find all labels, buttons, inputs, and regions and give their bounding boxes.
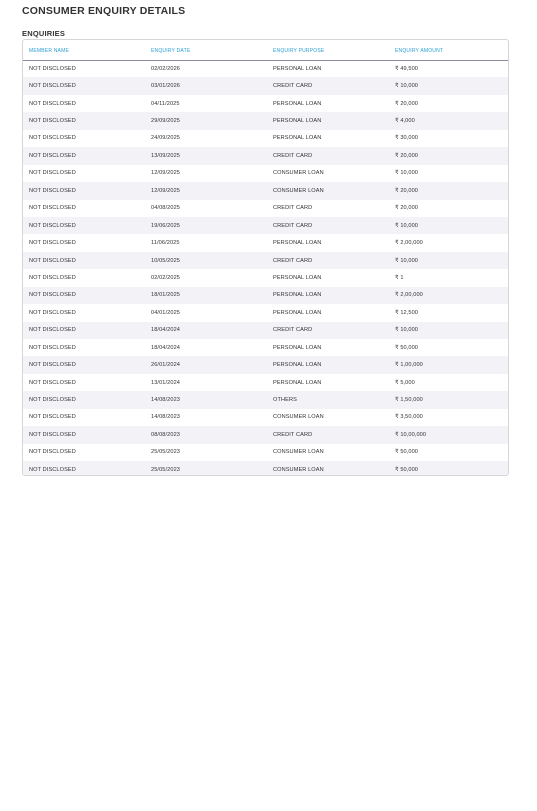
- enquiries-table-body: [23, 60, 509, 476]
- cell-enquiry-date: 18/04/2024: [151, 344, 180, 351]
- cell-enquiry-date: 02/02/2026: [151, 65, 180, 72]
- table-row: [23, 339, 509, 356]
- cell-enquiry-amount: ₹ 10,00,000: [395, 431, 427, 438]
- cell-member-name: NOT DISCLOSED: [29, 414, 76, 421]
- cell-enquiry-date: 12/09/2025: [151, 170, 180, 177]
- cell-member-name: NOT DISCLOSED: [29, 292, 76, 299]
- cell-enquiry-purpose: PERSONAL LOAN: [273, 118, 322, 125]
- cell-enquiry-date: 11/06/2025: [151, 240, 180, 247]
- table-row: [23, 234, 509, 251]
- cell-enquiry-amount: ₹ 10,000: [395, 257, 419, 264]
- cell-enquiry-amount: ₹ 4,000: [395, 118, 415, 125]
- cell-enquiry-date: 13/09/2025: [151, 152, 180, 159]
- page-title: CONSUMER ENQUIRY DETAILS: [22, 5, 186, 17]
- cell-member-name: NOT DISCLOSED: [29, 379, 76, 386]
- table-row: [23, 322, 509, 339]
- cell-enquiry-amount: ₹ 1,00,000: [395, 362, 423, 369]
- cell-enquiry-date: 13/01/2024: [151, 379, 180, 386]
- cell-enquiry-amount: ₹ 12,500: [395, 309, 419, 316]
- cell-enquiry-amount: ₹ 10,000: [395, 170, 419, 177]
- cell-enquiry-purpose: PERSONAL LOAN: [273, 274, 322, 281]
- cell-member-name: NOT DISCLOSED: [29, 118, 76, 125]
- cell-member-name: NOT DISCLOSED: [29, 152, 76, 159]
- table-row: [23, 130, 509, 147]
- cell-member-name: NOT DISCLOSED: [29, 83, 76, 90]
- table-row: [23, 356, 509, 373]
- table-row: [23, 147, 509, 164]
- cell-member-name: NOT DISCLOSED: [29, 431, 76, 438]
- cell-enquiry-date: 02/02/2025: [151, 274, 180, 281]
- column-header-enquiry-purpose: ENQUIRY PURPOSE: [267, 40, 389, 60]
- section-title-enquiries: ENQUIRIES: [22, 29, 66, 38]
- cell-enquiry-date: 14/08/2023: [151, 397, 180, 404]
- cell-enquiry-amount: ₹ 1: [395, 274, 404, 281]
- cell-enquiry-purpose: CONSUMER LOAN: [273, 170, 324, 177]
- cell-enquiry-date: 03/01/2026: [151, 83, 180, 90]
- table-row: [23, 200, 509, 217]
- cell-enquiry-purpose: PERSONAL LOAN: [273, 240, 322, 247]
- cell-enquiry-date: 26/01/2024: [151, 362, 180, 369]
- cell-enquiry-date: 19/06/2025: [151, 222, 180, 229]
- cell-enquiry-amount: ₹ 10,000: [395, 222, 419, 229]
- cell-enquiry-purpose: PERSONAL LOAN: [273, 135, 322, 142]
- cell-enquiry-amount: ₹ 5,000: [395, 379, 415, 386]
- cell-member-name: NOT DISCLOSED: [29, 449, 76, 456]
- cell-enquiry-amount: ₹ 49,500: [395, 65, 419, 72]
- cell-member-name: NOT DISCLOSED: [29, 309, 76, 316]
- column-header-enquiry-date: ENQUIRY DATE: [145, 40, 267, 60]
- cell-enquiry-amount: ₹ 30,000: [395, 135, 419, 142]
- cell-enquiry-purpose: CREDIT CARD: [273, 257, 313, 264]
- cell-member-name: NOT DISCLOSED: [29, 100, 76, 107]
- cell-enquiry-purpose: OTHERS: [273, 397, 297, 404]
- table-row: [23, 287, 509, 304]
- cell-member-name: NOT DISCLOSED: [29, 187, 76, 194]
- enquiries-table-container: [22, 39, 509, 476]
- cell-enquiry-purpose: CONSUMER LOAN: [273, 187, 324, 194]
- cell-enquiry-amount: ₹ 20,000: [395, 152, 419, 159]
- cell-member-name: NOT DISCLOSED: [29, 170, 76, 177]
- cell-enquiry-date: 25/05/2023: [151, 449, 180, 456]
- table-row: [23, 77, 509, 94]
- cell-member-name: NOT DISCLOSED: [29, 466, 76, 473]
- cell-enquiry-date: 04/11/2025: [151, 100, 180, 107]
- cell-enquiry-purpose: CREDIT CARD: [273, 152, 313, 159]
- cell-enquiry-amount: ₹ 2,00,000: [395, 240, 423, 247]
- table-row: [23, 304, 509, 321]
- table-row: [23, 374, 509, 391]
- cell-member-name: NOT DISCLOSED: [29, 397, 76, 404]
- cell-enquiry-purpose: PERSONAL LOAN: [273, 65, 322, 72]
- cell-enquiry-purpose: PERSONAL LOAN: [273, 292, 322, 299]
- cell-enquiry-purpose: PERSONAL LOAN: [273, 362, 322, 369]
- cell-enquiry-amount: ₹ 50,000: [395, 449, 419, 456]
- cell-enquiry-date: 04/01/2025: [151, 309, 180, 316]
- cell-enquiry-date: 12/09/2025: [151, 187, 180, 194]
- cell-enquiry-date: 24/09/2025: [151, 135, 180, 142]
- cell-enquiry-date: 04/08/2025: [151, 205, 180, 212]
- table-row: [23, 165, 509, 182]
- cell-enquiry-amount: ₹ 50,000: [395, 466, 419, 473]
- enquiries-table: [23, 40, 509, 476]
- cell-enquiry-amount: ₹ 20,000: [395, 205, 419, 212]
- cell-enquiry-purpose: PERSONAL LOAN: [273, 344, 322, 351]
- cell-member-name: NOT DISCLOSED: [29, 344, 76, 351]
- cell-enquiry-purpose: PERSONAL LOAN: [273, 100, 322, 107]
- cell-member-name: NOT DISCLOSED: [29, 362, 76, 369]
- table-row: [23, 409, 509, 426]
- column-header-member-name: MEMBER NAME: [23, 40, 145, 60]
- cell-enquiry-amount: ₹ 10,000: [395, 83, 419, 90]
- cell-member-name: NOT DISCLOSED: [29, 222, 76, 229]
- table-row: [23, 444, 509, 461]
- cell-member-name: NOT DISCLOSED: [29, 274, 76, 281]
- cell-enquiry-purpose: PERSONAL LOAN: [273, 379, 322, 386]
- cell-enquiry-date: 14/08/2023: [151, 414, 180, 421]
- cell-member-name: NOT DISCLOSED: [29, 240, 76, 247]
- cell-enquiry-purpose: CREDIT CARD: [273, 222, 313, 229]
- cell-enquiry-purpose: CREDIT CARD: [273, 205, 313, 212]
- table-row: [23, 391, 509, 408]
- cell-member-name: NOT DISCLOSED: [29, 257, 76, 264]
- cell-enquiry-amount: ₹ 10,000: [395, 327, 419, 334]
- cell-enquiry-amount: ₹ 20,000: [395, 187, 419, 194]
- cell-enquiry-amount: ₹ 1,50,000: [395, 397, 423, 404]
- cell-enquiry-purpose: CREDIT CARD: [273, 83, 313, 90]
- cell-member-name: NOT DISCLOSED: [29, 135, 76, 142]
- cell-enquiry-purpose: PERSONAL LOAN: [273, 309, 322, 316]
- cell-member-name: NOT DISCLOSED: [29, 327, 76, 334]
- cell-member-name: NOT DISCLOSED: [29, 205, 76, 212]
- table-row: [23, 60, 509, 77]
- table-row: [23, 217, 509, 234]
- table-header-row: [23, 40, 509, 60]
- table-row: [23, 95, 509, 112]
- cell-enquiry-purpose: CREDIT CARD: [273, 327, 313, 334]
- cell-enquiry-date: 18/01/2025: [151, 292, 180, 299]
- cell-enquiry-date: 08/08/2023: [151, 431, 180, 438]
- cell-enquiry-date: 18/04/2024: [151, 327, 180, 334]
- cell-member-name: NOT DISCLOSED: [29, 65, 76, 72]
- table-row: [23, 252, 509, 269]
- cell-enquiry-amount: ₹ 20,000: [395, 100, 419, 107]
- table-row: [23, 182, 509, 199]
- cell-enquiry-date: 25/05/2023: [151, 466, 180, 473]
- table-row: [23, 461, 509, 476]
- table-row: [23, 426, 509, 443]
- cell-enquiry-purpose: CREDIT CARD: [273, 431, 313, 438]
- cell-enquiry-purpose: CONSUMER LOAN: [273, 466, 324, 473]
- cell-enquiry-date: 10/05/2025: [151, 257, 180, 264]
- cell-enquiry-amount: ₹ 50,000: [395, 344, 419, 351]
- cell-enquiry-amount: ₹ 3,50,000: [395, 414, 423, 421]
- table-row: [23, 112, 509, 129]
- cell-enquiry-purpose: CONSUMER LOAN: [273, 449, 324, 456]
- cell-enquiry-amount: ₹ 2,00,000: [395, 292, 423, 299]
- table-row: [23, 269, 509, 286]
- cell-enquiry-date: 29/09/2025: [151, 118, 180, 125]
- cell-enquiry-purpose: CONSUMER LOAN: [273, 414, 324, 421]
- column-header-enquiry-amount: ENQUIRY AMOUNT: [389, 40, 509, 60]
